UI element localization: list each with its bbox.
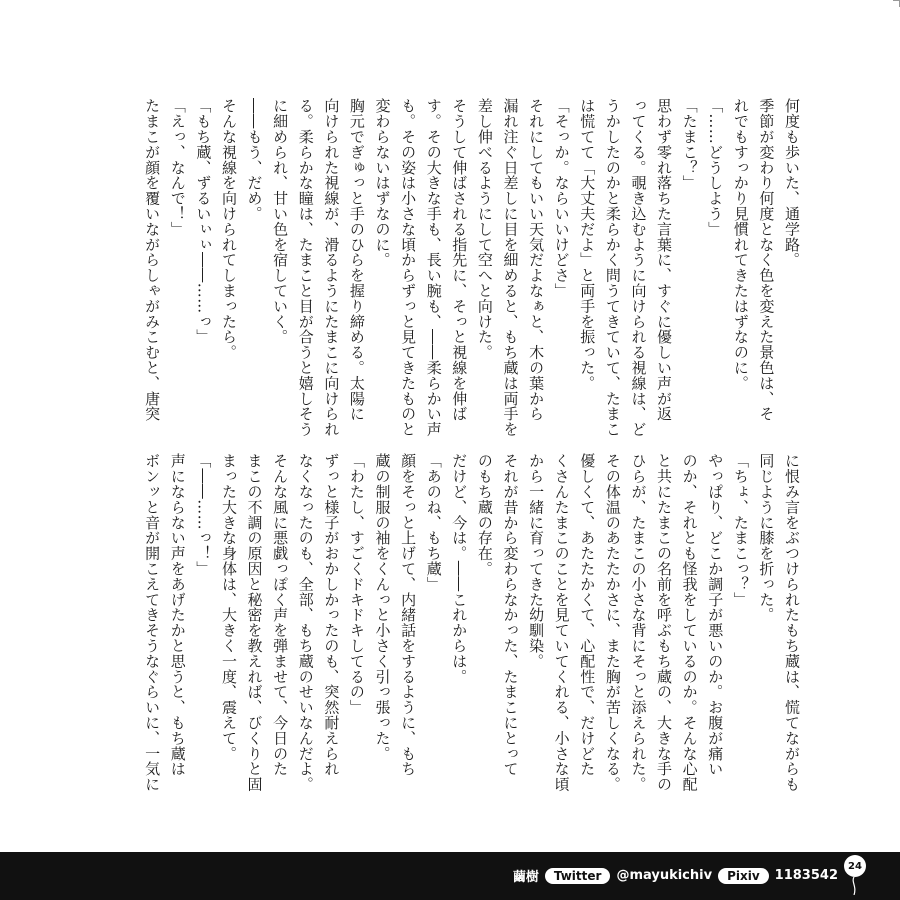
- text-line: 思わず零れ落ちた言葉に、すぐに優しい声が返: [655, 98, 674, 422]
- text-line: る。柔らかな瞳は、たまこと目が合うと嬉しそう: [296, 98, 315, 437]
- text-line: 何度も歩いた、通学路。: [783, 98, 801, 268]
- author-name: 繭樹: [512, 870, 539, 885]
- text-line: ひらが、たまこの小さな背にそっと添えられた。: [629, 453, 648, 792]
- crop-mark: [893, 0, 900, 7]
- page-number: 24: [848, 860, 862, 872]
- twitter-badge: Twitter: [545, 868, 611, 884]
- text-line: だけど、今は。――これからは。: [450, 453, 469, 684]
- text-line: は慌てて「大丈夫だよ」と両手を振った。: [578, 98, 597, 391]
- text-line: たまこが顔を覆いながらしゃがみこむと、唐突: [143, 98, 162, 422]
- text-line: のか、それとも怪我をしているのか。そんな心配: [680, 453, 699, 792]
- text-line: 声にならない声をあげたかと思うと、もち蔵は: [168, 453, 187, 777]
- page-number-balloon: [844, 855, 866, 877]
- text-line: 優しくて、あたたかくて、心配性で、だけどた: [578, 453, 597, 777]
- text-line: 「そっか。ならいいけどさ」: [552, 98, 571, 299]
- text-line: も。その姿は小さな頃からずっと見てきたものと: [399, 98, 418, 437]
- text-line: ずっと様子がおかしかったのも、突然耐えられ: [322, 453, 341, 777]
- text-line: 同じように膝を折った。: [757, 453, 776, 623]
- text-line: 「もち蔵、ずるいぃぃ――……っ」: [194, 98, 213, 345]
- text-line: に恨み言をぶつけられたもち蔵は、慌てながらも: [783, 453, 801, 792]
- text-block-lower: [139, 453, 804, 813]
- text-line: ってくる。覗き込むように向けられる視線は、ど: [629, 98, 648, 437]
- text-line: 「たまこ？」: [680, 98, 699, 191]
- pixiv-id: 1183542: [774, 868, 838, 883]
- text-line: と共にたまこの名前を呼ぶもち蔵の、大きな手の: [655, 453, 674, 792]
- text-line: そうして伸ばされる指先に、そっと視線を伸ば: [450, 98, 469, 422]
- text-line: なくなったのも、全部、もち蔵のせいなんだよ。: [296, 453, 315, 792]
- text-line: 「ちょ、たまこっ？」: [731, 453, 750, 607]
- text-line: 蔵の制服の袖をくんっと小さく引っ張った。: [373, 453, 392, 761]
- text-line: 「えっ、なんで！」: [168, 98, 187, 237]
- text-line: そんな風に悪戯っぽく声を弾ませて、今日のた: [271, 453, 290, 777]
- text-line: 顔をそっと上げて、内緒話をするように、もち: [399, 453, 418, 777]
- text-line: に細められ、甘い色を宿していく。: [271, 98, 290, 345]
- pixiv-badge: Pixiv: [718, 868, 769, 884]
- text-line: 漏れ注ぐ日差しに目を細めると、もち蔵は両手を: [501, 98, 520, 437]
- text-line: す。その大きな手も、長い腕も、――柔らかい声: [424, 98, 443, 437]
- text-line: から一緒に育ってきた幼馴染。: [527, 453, 546, 669]
- balloon-string-icon: [851, 877, 857, 895]
- text-line: 胸元でぎゅっと手のひらを握り締める。太陽に: [347, 98, 366, 422]
- text-line: そんな視線を向けられてしまったら。: [219, 98, 238, 360]
- text-line: のもち蔵の存在。: [475, 453, 494, 577]
- text-line: 差し伸べるようにして空へと向けた。: [475, 98, 494, 360]
- text-line: 「わたし、すごくドキドキしてるの」: [347, 453, 366, 715]
- text-line: まった大きな身体は、大きく一度、震えて。: [219, 453, 238, 761]
- text-line: 「あのね、もち蔵」: [424, 453, 443, 592]
- text-line: 「――……っ！」: [194, 453, 213, 577]
- text-line: その体温のあたたかさに、また胸が苦しくなる。: [603, 453, 622, 792]
- text-line: 変わらないはずなのに。: [373, 98, 392, 268]
- text-line: 向けられた視線が、滑るようにたまこに向けられ: [322, 98, 341, 437]
- text-line: 季節が変わり何度となく色を変えた景色は、そ: [757, 98, 776, 422]
- text-line: ボンッと音が開こえてきそうなぐらいに、一気に: [143, 453, 162, 792]
- text-line: くさんたまこのことを見ていてくれる、小さな頃: [552, 453, 571, 792]
- text-line: それにしてもいい天気だよなぁと、木の葉から: [527, 98, 546, 422]
- text-line: やっぱり、どこか調子が悪いのか。お腹が痛い: [706, 453, 725, 777]
- text-line: うかしたのかと柔らかく問うてきていて、たまこ: [603, 98, 622, 437]
- text-line: 「……どうしよう」: [706, 98, 725, 237]
- text-line: まこの不調の原因と秘密を教えれば、びくりと固: [245, 453, 264, 792]
- text-line: それが昔から変わらなかった、たまこにとって: [501, 453, 520, 777]
- text-line: ――もう、だめ。: [245, 98, 264, 222]
- text-line: れでもすっかり見慣れてきたはずなのに。: [731, 98, 750, 391]
- footer-bar: [0, 852, 900, 900]
- twitter-handle: @mayukichiv: [616, 868, 713, 883]
- text-block-upper: [139, 98, 804, 437]
